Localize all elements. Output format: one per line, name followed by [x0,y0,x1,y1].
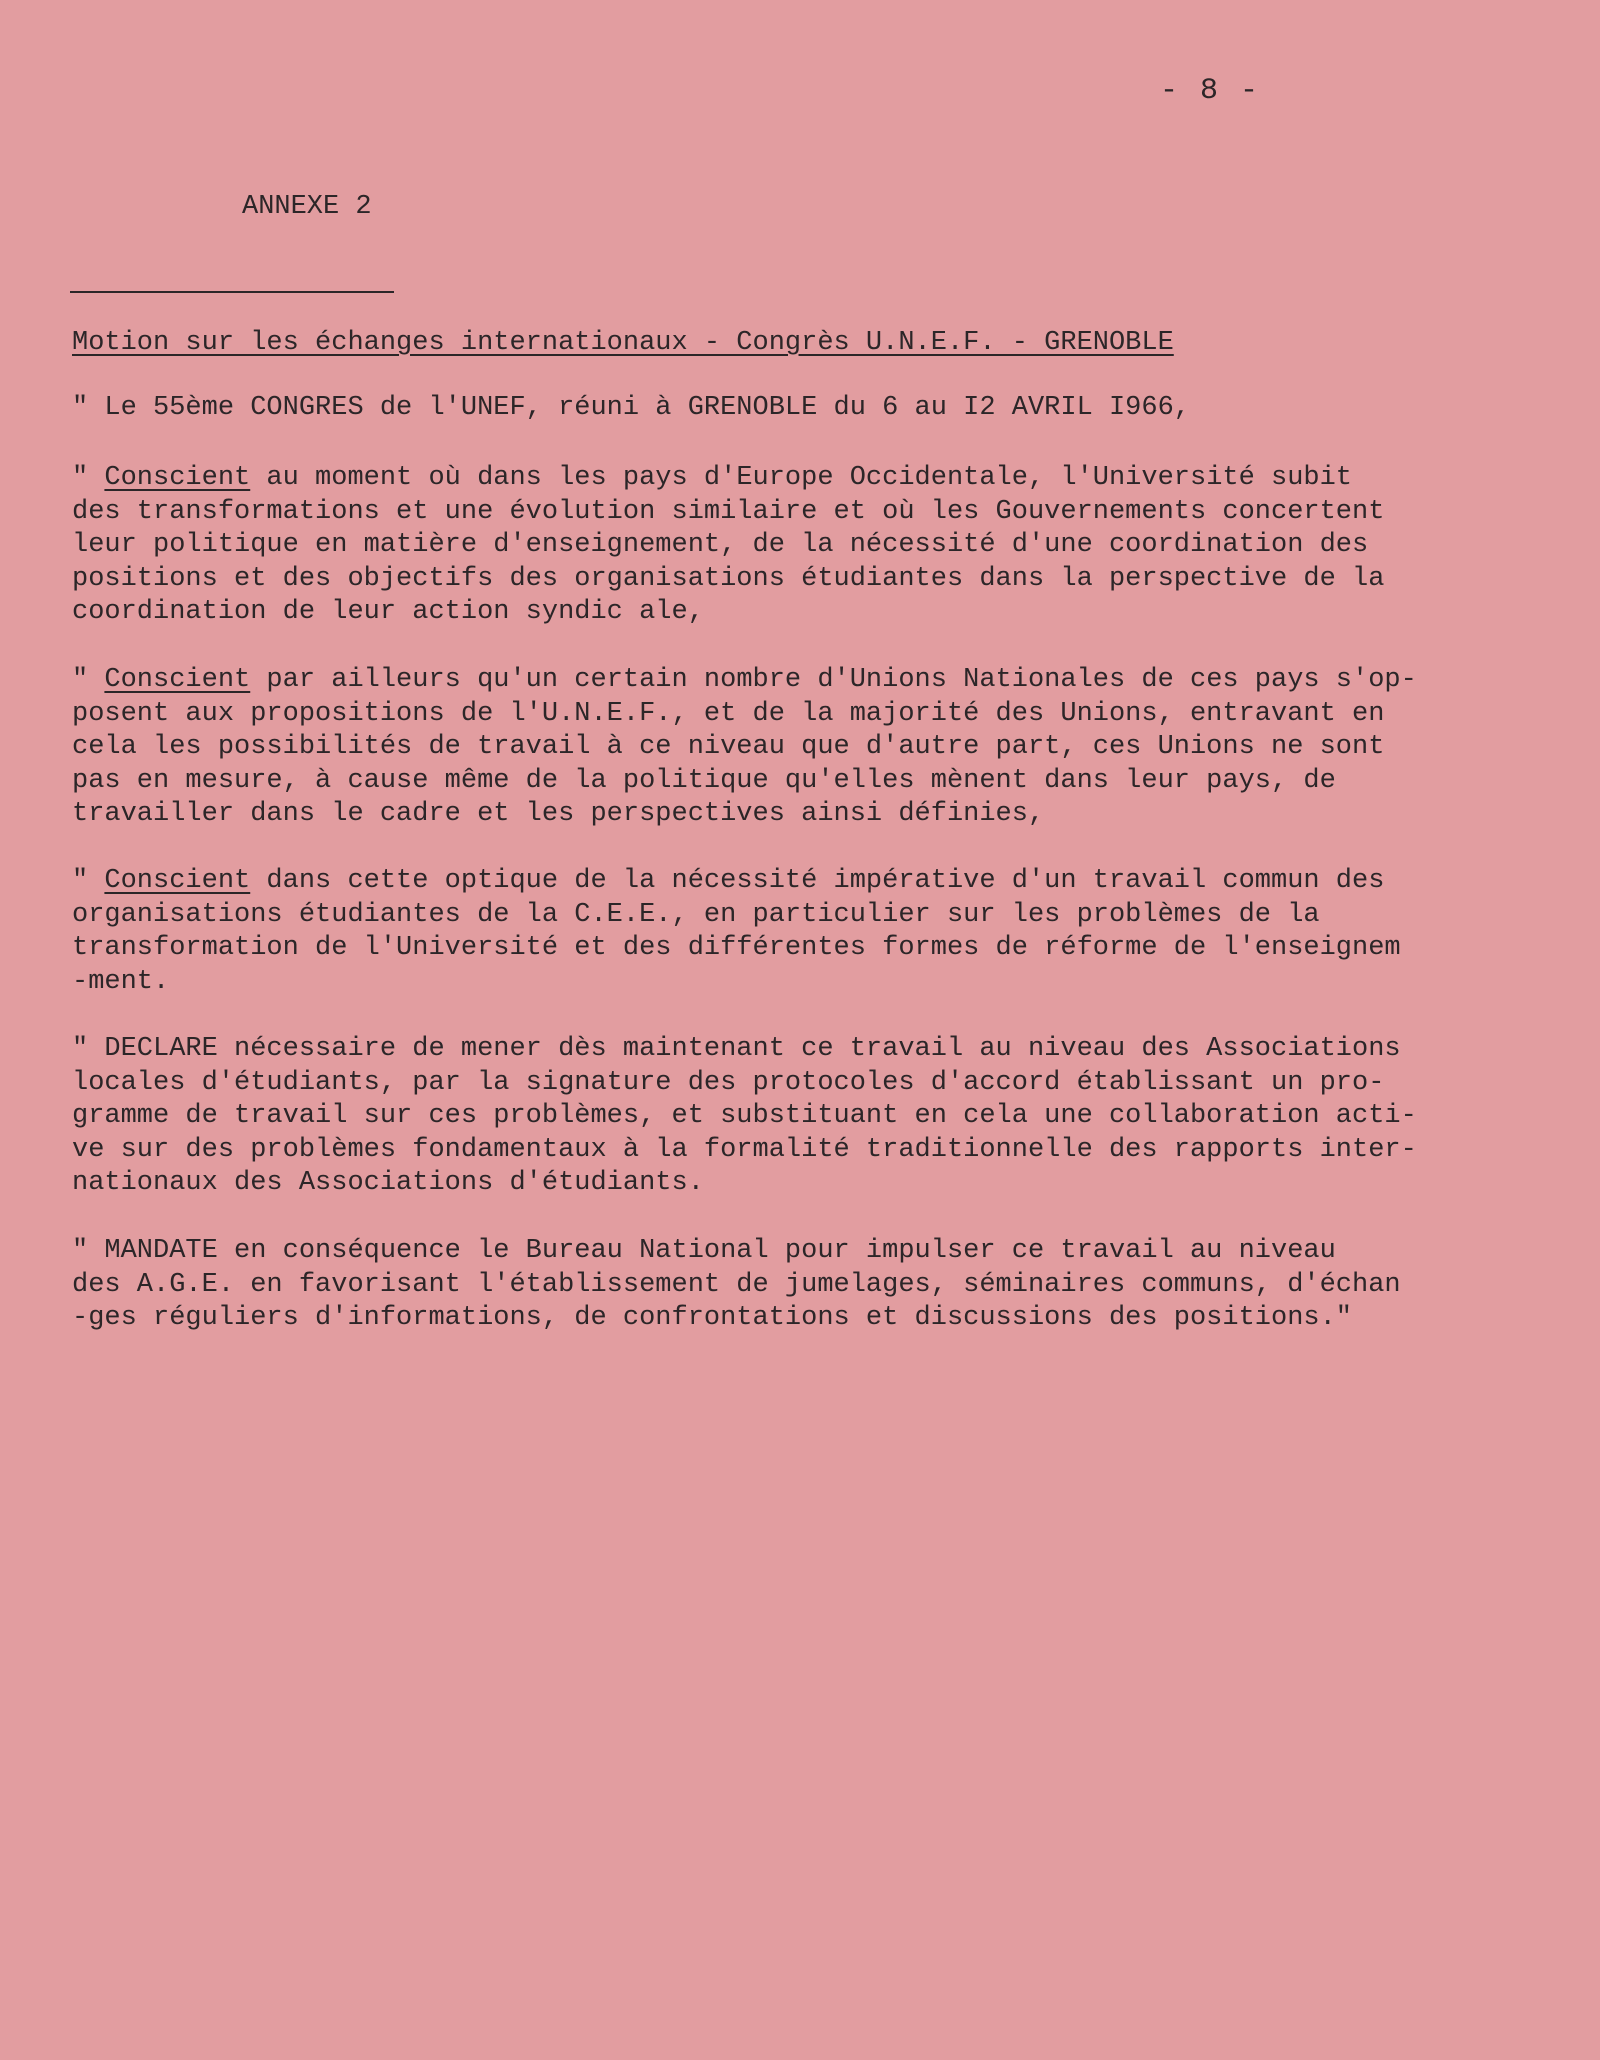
paragraph-keyword: Conscient [104,866,251,896]
paragraph-text: " DECLARE nécessaire de mener dès maintenant ce travail au niveau des Associations locales d'étudiants, par la signature des protocoles d'accord établissant un pro- gramme de travail sur ces problèmes, et substituant en cela une collaboration acti- ve sur des problèmes fondamentaux à la formalité traditionnelle des rapports inter- nationaux des Associations d'étudiants. [72,1034,1417,1198]
paragraph-text: dans cette optique de la nécessité impérative d'un travail commun des organisations étudiantes de la C.E.E., en particulier sur les problèmes de la transformation de l'Université et des différentes formes de réforme de l'enseignem -ment. [72,866,1401,997]
intro-line: " Le 55ème CONGRES de l'UNEF, réuni à GRENOBLE du 6 au I2 AVRIL I966, [72,393,1190,423]
paragraph-text: au moment où dans les pays d'Europe Occidentale, l'Université subit des transformations et une évolution similaire et où les Gouvernements concertent leur politique en matière d'enseignement, de la nécessité d'une coordination des positions et des objectifs des organisations étudiantes dans la perspective de la coordination de leur action syndic ale, [72,463,1385,627]
page-number: - 8 - [1160,74,1261,108]
paragraph-lead: " [72,866,105,896]
paragraph-keyword: Conscient [104,463,251,493]
annex-label: ANNEXE 2 [242,192,372,222]
paragraph-declare [72,1033,1452,1201]
paragraph-lead: " [72,463,105,493]
paragraph-conscient-2 [72,664,1452,832]
horizontal-rule [70,291,394,293]
motion-title: Motion sur les échanges internationaux - Congrès U.N.E.F. - GRENOBLE [72,328,1174,358]
paragraph-text: par ailleurs qu'un certain nombre d'Unions Nationales de ces pays s'op- posent aux propositions de l'U.N.E.F., et de la majorité des Unions, entravant en cela les possibilités de travail à ce niveau que d'autre part, ces Unions ne sont pas en mesure, à cause même de la politique qu'elles mènent dans leur pays, de travailler dans le cadre et les perspectives ainsi définies, [72,665,1417,829]
paragraph-lead: " [72,665,105,695]
paragraph-mandate [72,1235,1452,1336]
paragraph-text: " MANDATE en conséquence le Bureau National pour impulser ce travail au niveau des A.G.E. en favorisant l'établissement de jumelages, séminaires communs, d'échan -ges réguliers d'informations, de confrontations et discussions des positions." [72,1236,1401,1333]
paragraph-conscient-1 [72,462,1452,630]
paragraph-conscient-3 [72,865,1452,999]
paragraph-keyword: Conscient [104,665,251,695]
